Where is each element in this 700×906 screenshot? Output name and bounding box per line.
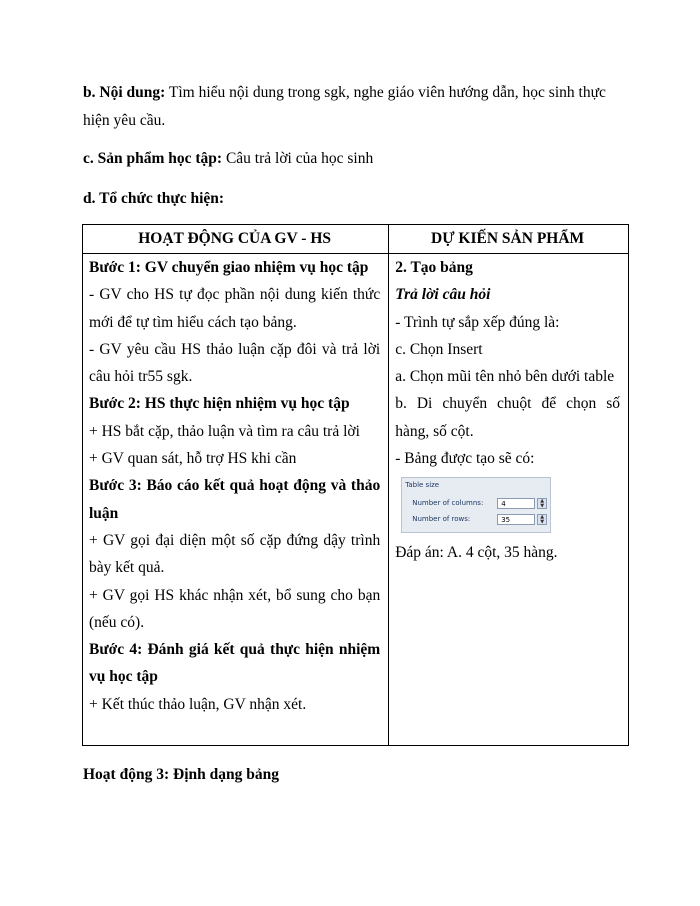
step-1-line: mới để tự tìm hiểu cách tạo bảng. [89,313,297,331]
section-product-text: Câu trả lời của học sinh [222,150,374,167]
step-1-line: - GV yêu cầu HS thảo luận cặp đôi và trả lời [89,340,381,358]
product-line: - Bảng được tạo sẽ có: [395,450,535,468]
columns-value: 4 [497,498,535,509]
columns-label: Number of columns: [412,499,484,508]
step-3-line: + GV gọi đại diện một số cặp đứng dậy trình [89,531,381,549]
step-4-line: + Kết thúc thảo luận, GV nhận xét. [89,695,307,713]
rows-label: Number of rows: [412,515,471,524]
section-organization-label: d. Tổ chức thực hiện: [83,190,225,207]
product-subtitle: Trả lời câu hỏi [395,286,491,304]
product-line: hàng, số cột. [395,422,474,440]
step-3-heading: luận [89,504,119,522]
product-line: a. Chọn mũi tên nhỏ bên dưới table [395,368,615,386]
step-3-line: + GV gọi HS khác nhận xét, bổ sung cho bạn [89,586,381,604]
step-1-line: câu hỏi tr55 sgk. [89,368,193,386]
step-2-heading: Bước 2: HS thực hiện nhiệm vụ học tập [89,395,350,413]
section-product [83,145,623,173]
section-content [83,79,623,135]
header-expected-product: DỰ KIẾN SẢN PHẨM [389,225,629,254]
product-line: c. Chọn Insert [395,340,483,358]
product-cell [389,254,629,746]
section-organization [83,185,623,213]
activity-table [82,224,629,746]
step-3-heading: Bước 3: Báo cáo kết quả hoạt động và thảo [89,477,381,495]
activity-3-heading-text: Hoạt động 3: Định dạng bảng [83,766,279,783]
product-line: - Trình tự sắp xếp đúng là: [395,313,560,331]
product-title: 2. Tạo bảng [395,259,473,276]
section-content-text: Tìm hiểu nội dung trong sgk, nghe giáo viên hướng dẫn, học sinh thực hiện yêu cầu. [83,84,606,129]
columns-spinner-icon: ▲ ▼ [537,498,547,509]
step-1-line: - GV cho HS tự đọc phần nội dung kiến thức [89,286,381,304]
rows-value: 35 [497,514,535,525]
section-content-label: b. Nội dung: [83,84,166,101]
step-4-heading: vụ học tập [89,668,158,686]
section-product-label: c. Sản phẩm học tập: [83,150,223,167]
product-line: b. Di chuyển chuột để chọn số [395,395,620,413]
step-3-line: (nếu có). [89,613,145,631]
step-1-heading: Bước 1: GV chuyển giao nhiệm vụ học tập [89,259,369,276]
table-header-row [83,225,629,254]
activity-cell [83,254,389,746]
header-activity: HOẠT ĐỘNG CỦA GV - HS [83,225,389,254]
table-row [83,254,629,746]
table-size-dialog-image [401,477,551,533]
dialog-title: Table size [405,481,440,490]
product-answer: Đáp án: A. 4 cột, 35 hàng. [395,544,558,562]
activity-3-heading [83,761,623,789]
step-2-line: + GV quan sát, hỗ trợ HS khi cần [89,450,297,468]
step-2-line: + HS bắt cặp, thảo luận và tìm ra câu trả lời [89,422,360,440]
step-4-heading: Bước 4: Đánh giá kết quả thực hiện nhiệm [89,641,381,659]
step-3-line: bày kết quả. [89,559,165,577]
rows-spinner-icon: ▲ ▼ [537,514,547,525]
